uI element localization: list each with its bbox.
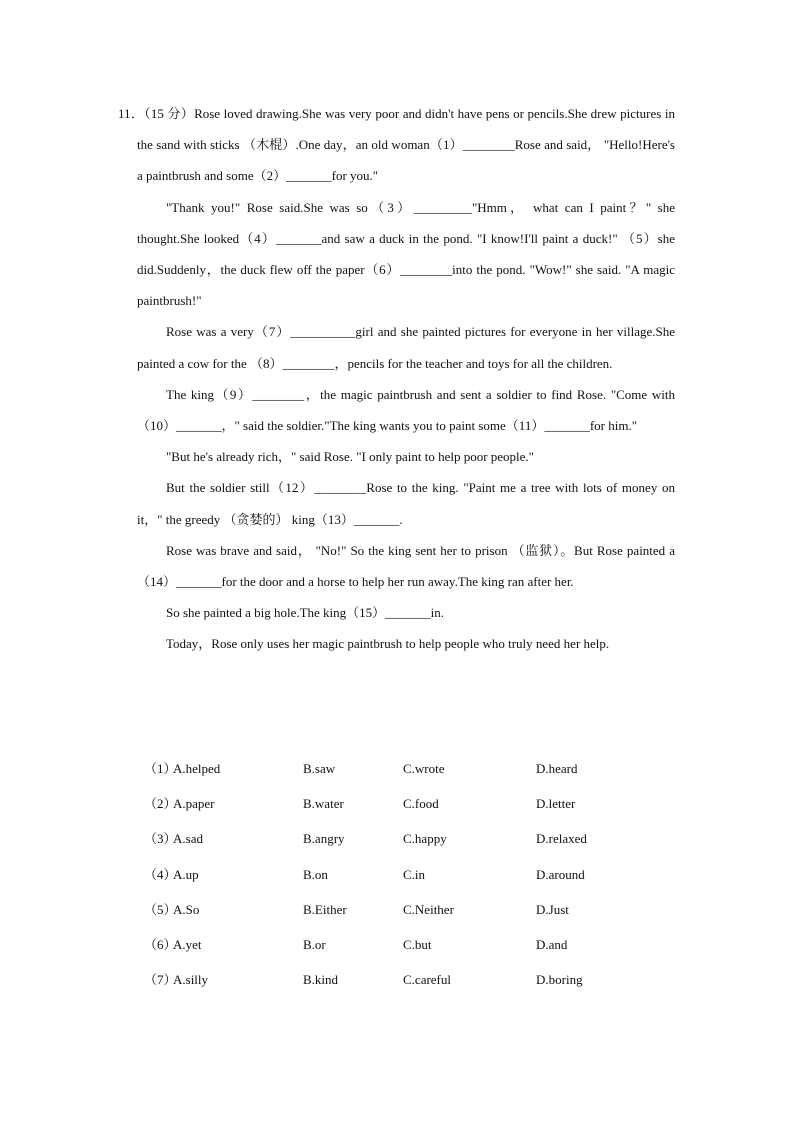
option-d[interactable]: D.boring xyxy=(536,972,583,988)
option-a[interactable]: A.paper xyxy=(173,796,215,812)
question-paragraph-8: So she painted a big hole.The king（15）_______in. xyxy=(166,605,445,621)
option-c[interactable]: C.Neither xyxy=(403,901,454,917)
option-number: （3） xyxy=(144,831,177,847)
option-d[interactable]: D.Just xyxy=(536,901,569,917)
question-paragraph-2: "Thank you!" Rose said.She was so（3）_________"Hmm， what can I paint？" she thought.She looked（4）_______and saw a duck in the pond. "I know!I'll paint a duck!" （5）she did.Suddenly，the duck flew off the paper（6）________into the pond. "Wow!" she said. "A magic paintbrush!" xyxy=(137,199,675,309)
option-row-2 xyxy=(144,789,664,824)
option-d[interactable]: D.heard xyxy=(536,761,578,776)
option-d[interactable]: D.letter xyxy=(536,796,576,812)
option-b[interactable]: B.water xyxy=(303,796,344,812)
option-d[interactable]: D.and xyxy=(536,936,568,952)
question-paragraph-9: Today，Rose only uses her magic paintbrush to help people who truly need her help. xyxy=(166,636,610,652)
option-row-7 xyxy=(144,965,664,1000)
question-paragraph-3: Rose was a very（7）__________girl and she painted pictures for everyone in her village.She painted a cow for the （8）________，pencils for the teacher and toys for all the children. xyxy=(137,324,675,371)
option-a[interactable]: A.yet xyxy=(173,936,202,952)
option-d[interactable]: D.around xyxy=(536,866,585,882)
option-a[interactable]: A.up xyxy=(173,866,199,882)
option-row-1 xyxy=(144,754,664,789)
option-number: （6） xyxy=(144,936,177,952)
option-c[interactable]: C.but xyxy=(403,936,432,952)
question-paragraph-1: 11．（15 分）Rose loved drawing.She was very poor and didn't have pens or pencils.She drew pictures in the sand with sticks （木棍）.One day，an old woman（1）________Rose and said， "Hello!Here's a paintbrush and some（2）_______for you." xyxy=(118,106,675,184)
option-a[interactable]: A.helped xyxy=(173,761,221,776)
option-row-3 xyxy=(144,824,664,859)
option-row-5 xyxy=(144,895,664,930)
option-number: （2） xyxy=(144,796,177,812)
option-row-4 xyxy=(144,860,664,895)
question-paragraph-6: But the soldier still（12）________Rose to the king. "Paint me a tree with lots of money on it，" the greedy （贪婪的） king（13）_______. xyxy=(137,480,675,527)
option-c[interactable]: C.wrote xyxy=(403,761,445,776)
question-paragraph-4: The king（9）________，the magic paintbrush and sent a soldier to find Rose. "Come with（10）_______，" said the soldier."The king wants you to paint some（11）_______for him." xyxy=(137,386,675,434)
answer-options xyxy=(144,754,664,1000)
option-b[interactable]: B.saw xyxy=(303,761,336,776)
question-paragraph-5: "But he's already rich，" said Rose. "I only paint to help poor people." xyxy=(166,449,534,465)
question-paragraph-7: Rose was brave and said， "No!" So the king sent her to prison （监狱）。But Rose painted a（14）_______for the door and a horse to help her run away.The king ran after her. xyxy=(137,542,675,590)
option-c[interactable]: C.happy xyxy=(403,831,447,847)
option-number: （1） xyxy=(144,761,177,776)
option-b[interactable]: B.Either xyxy=(303,901,347,917)
option-a[interactable]: A.So xyxy=(173,901,200,917)
option-row-6 xyxy=(144,930,664,965)
option-c[interactable]: C.food xyxy=(403,796,439,812)
option-c[interactable]: C.in xyxy=(403,866,426,882)
option-number: （7） xyxy=(144,972,177,988)
option-number: （5） xyxy=(144,901,177,917)
option-number: （4） xyxy=(144,866,177,882)
option-b[interactable]: B.on xyxy=(303,866,328,882)
option-d[interactable]: D.relaxed xyxy=(536,831,587,847)
option-b[interactable]: B.or xyxy=(303,936,326,952)
cloze-passage xyxy=(118,98,675,660)
option-b[interactable]: B.angry xyxy=(303,831,345,847)
option-c[interactable]: C.careful xyxy=(403,972,452,988)
option-b[interactable]: B.kind xyxy=(303,972,339,988)
option-a[interactable]: A.sad xyxy=(173,831,203,847)
option-a[interactable]: A.silly xyxy=(173,972,209,988)
